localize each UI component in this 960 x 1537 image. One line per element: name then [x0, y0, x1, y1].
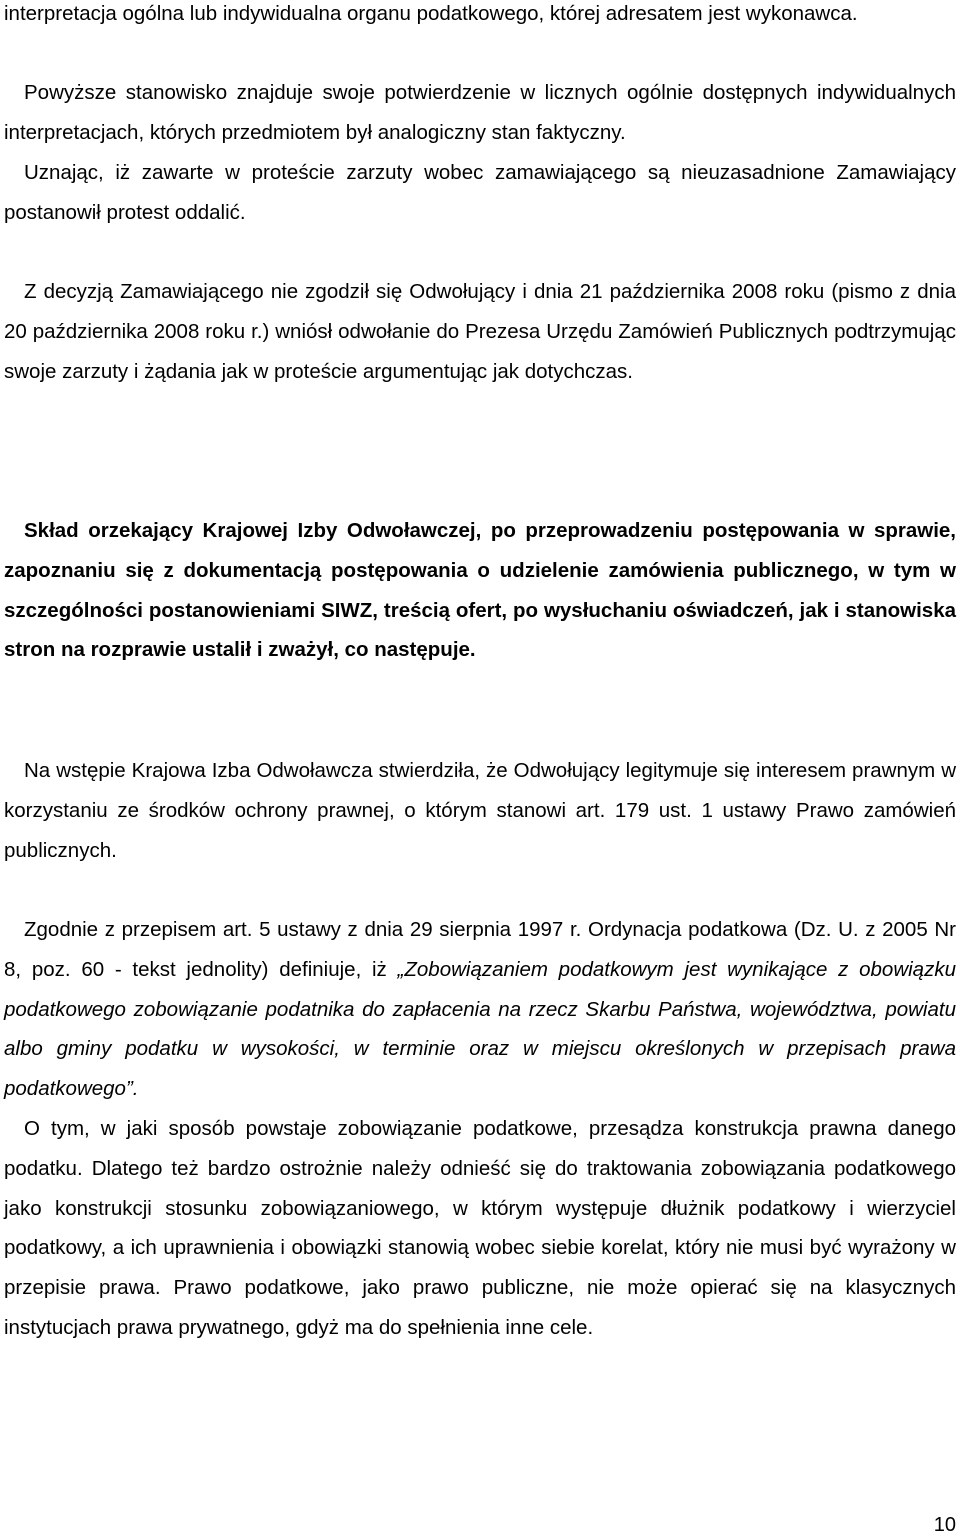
- paragraph-sklad-orzekajacy: Skład orzekający Krajowej Izby Odwoławczej, po przeprowadzeniu postępowania w sprawie, zapoznaniu się z dokumentacją postępowania o udzielenie zamówienia publicznego, w tym w szczególności postanowieniami SIWZ, treścią ofert, po wysłuchaniu oświadczeń, jak i stanowiska stron na rozprawie ustalił i zważył, co następuje.: [4, 519, 956, 662]
- zobowiazanie-definition-quote: „Zobowiązaniem podatkowym jest wynikające z obowiązku podatkowego zobowiązanie podatnika do zapłacenia na rzecz Skarbu Państwa, województwa, powiatu albo gminy podatku w wysokości, w terminie oraz w miejscu określonych w przepisach prawa podatkowego”.: [4, 957, 956, 1100]
- paragraph-stanowisko: Powyższe stanowisko znajduje swoje potwierdzenie w licznych ogólnie dostępnych indywidualnych interpretacjach, których przedmiotem był analogiczny stan faktyczny.: [4, 81, 956, 144]
- paragraph-interes-prawny: Na wstępie Krajowa Izba Odwoławcza stwierdziła, że Odwołujący legitymuje się interesem prawnym w korzystaniu ze środków ochrony prawnej, o którym stanowi art. 179 ust. 1 ustawy Prawo zamówień publicznych.: [4, 759, 956, 862]
- ordynacja-intro-text: Zgodnie z przepisem art. 5 ustawy z dnia 29 sierpnia 1997 r. Ordynacja podatkowa (Dz. U. z 2005 Nr 8, poz. 60 - tekst jednolity) definiuje, iż: [4, 918, 956, 981]
- page-number: 10: [933, 1514, 956, 1536]
- paragraph-odwolanie: Z decyzją Zamawiającego nie zgodził się Odwołujący i dnia 21 października 2008 roku (pismo z dnia 20 października 2008 roku r.) wniósł odwołanie do Prezesa Urzędu Zamówień Publicznych podtrzymując swoje zarzuty i żądania jak w proteście argumentując jak dotychczas.: [4, 280, 956, 383]
- paragraph-oddalenie-protestu: Uznając, iż zawarte w proteście zarzuty wobec zamawiającego są nieuzasadnione Zamawiający postanowił protest oddalić.: [4, 161, 956, 224]
- paragraph-ordynacja-podatkowa: [4, 910, 956, 1109]
- paragraph-interpretacja: interpretacja ogólna lub indywidualna organu podatkowego, której adresatem jest wykonawca.: [4, 2, 858, 25]
- paragraph-konstrukcja-prawna: O tym, w jaki sposób powstaje zobowiązanie podatkowe, przesądza konstrukcja prawna danego podatku. Dlatego też bardzo ostrożnie należy odnieść się do traktowania zobowiązania podatkowego jako konstrukcji stosunku zobowiązaniowego, w którym występuje dłużnik podatkowy i wierzyciel podatkowy, a ich uprawnienia i obowiązki stanowią wobec siebie korelat, który nie musi być wyrażony w przepisie prawa. Prawo podatkowe, jako prawo publiczne, nie może opierać się na klasycznych instytucjach prawa prywatnego, gdyż ma do spełnienia inne cele.: [4, 1117, 956, 1339]
